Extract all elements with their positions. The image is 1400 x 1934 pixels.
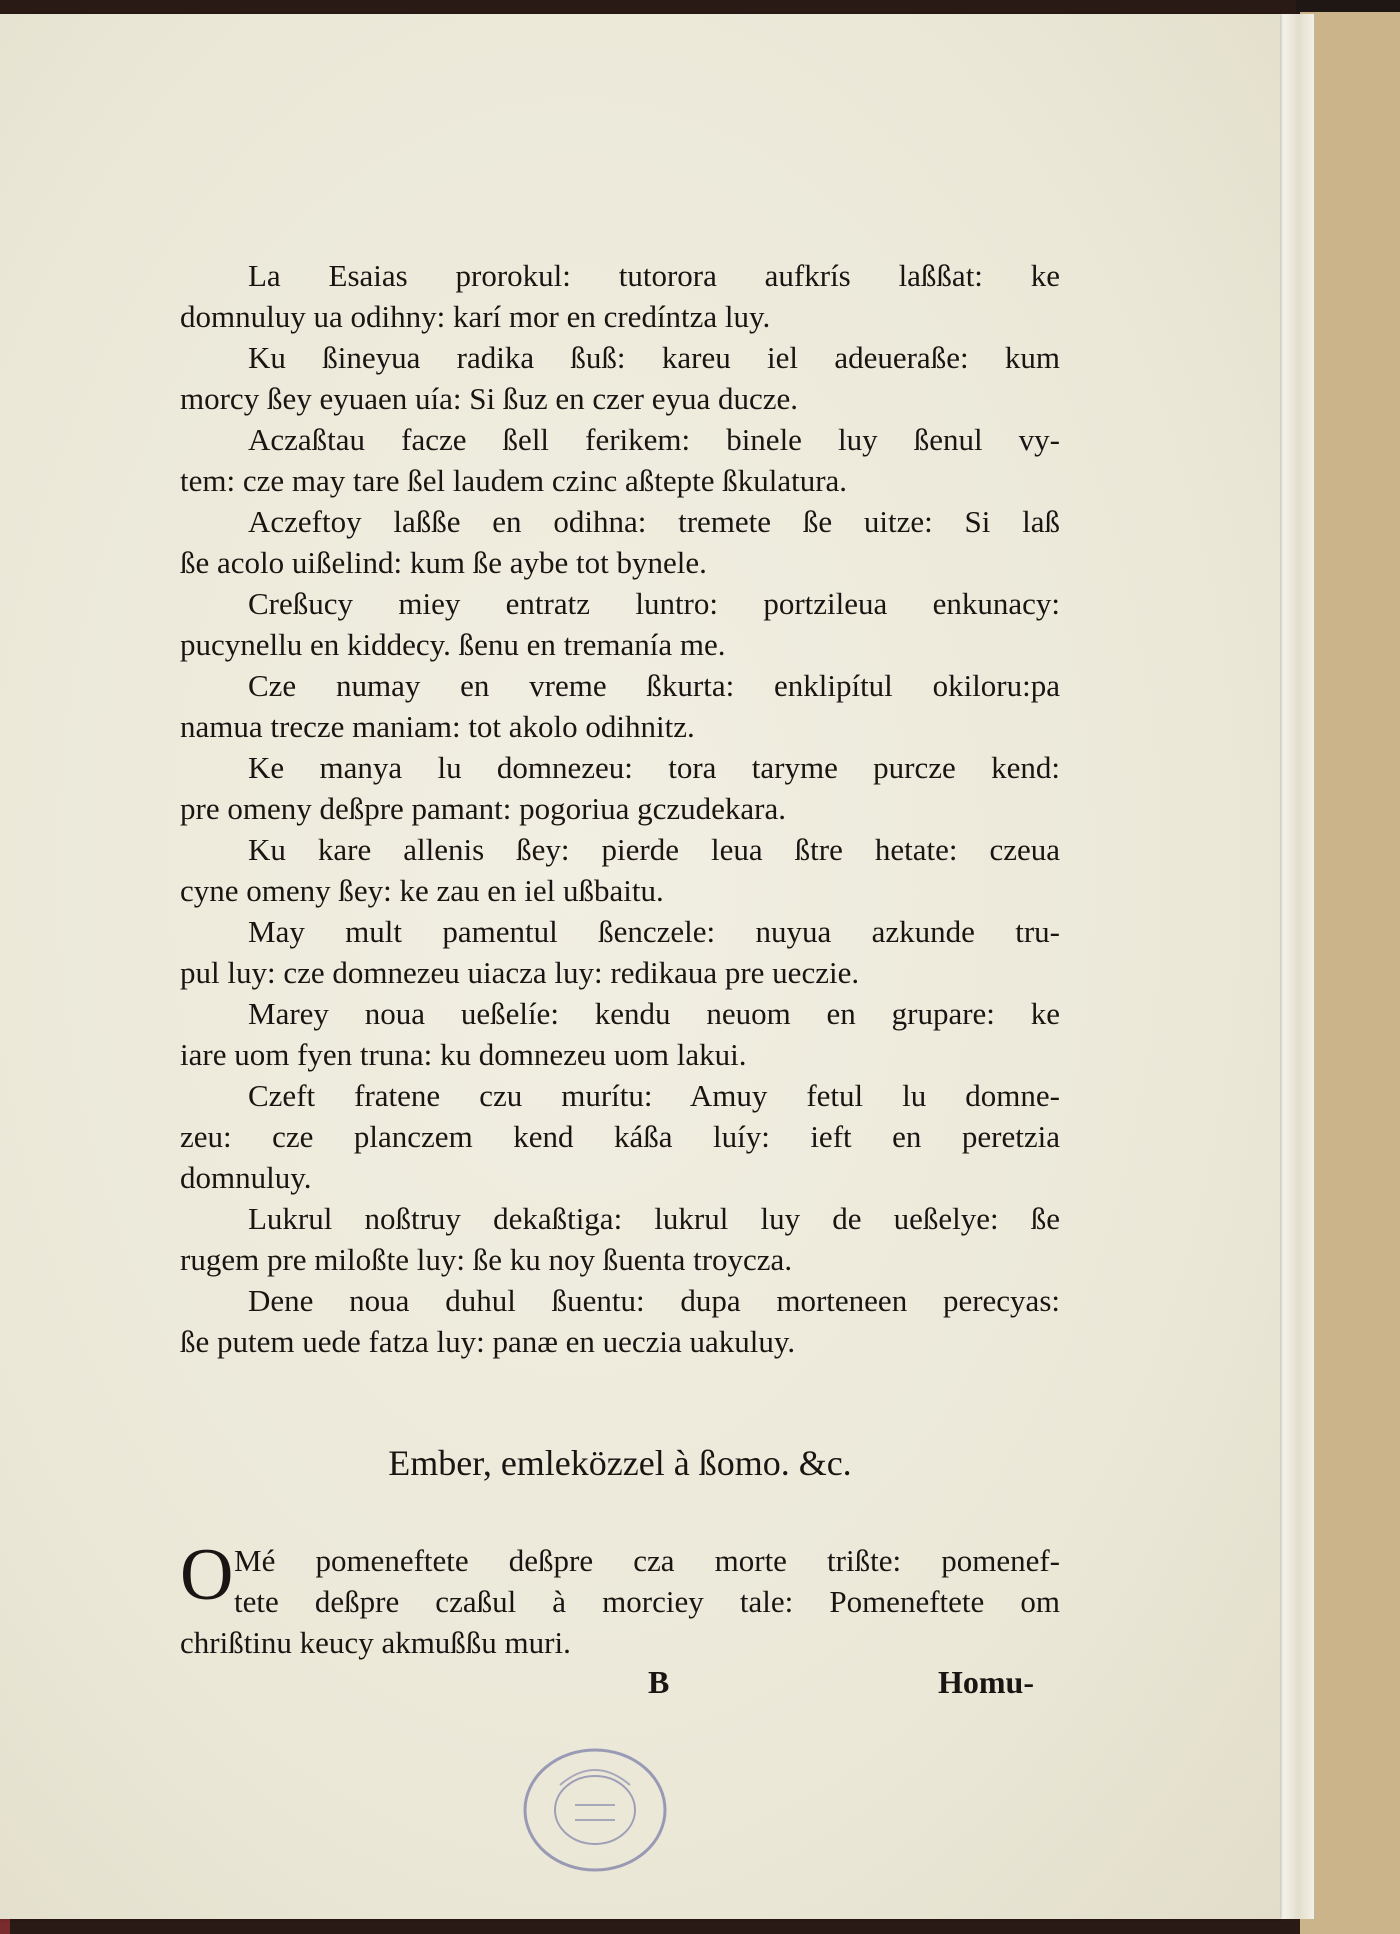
hymn-line: Mé pomeneftete deßpre cza morte trißte: pomenef- xyxy=(234,1543,1060,1578)
stanza xyxy=(180,993,1060,1075)
verse-line: domnuluy. xyxy=(180,1160,312,1195)
verse-line: iare uom fyen truna: ku domnezeu uom lakui. xyxy=(180,1037,747,1072)
hymn-text xyxy=(180,1534,1060,1663)
stanza xyxy=(180,747,1060,829)
verse-line: La Esaias prorokul: tutorora aufkrís laßßat: ke xyxy=(248,258,1060,293)
drop-initial: O xyxy=(180,1534,234,1616)
verse-line: Aczaßtau facze ßell ferikem: binele luy ßenul vy- xyxy=(248,422,1060,457)
stanza xyxy=(180,1075,1060,1198)
verse-line: pul luy: cze domnezeu uiacza luy: redikaua pre ueczie. xyxy=(180,955,860,990)
verse-line: namua trecze maniam: tot akolo odihnitz. xyxy=(180,709,695,744)
catchword: Homu- xyxy=(938,1664,1034,1700)
verse-line: domnuluy ua odihny: karí mor en credíntza luy. xyxy=(180,299,771,334)
stanza xyxy=(180,583,1060,665)
signature-mark: B xyxy=(648,1664,670,1700)
stanza xyxy=(180,337,1060,419)
verse-line: ße acolo uißelind: kum ße aybe tot bynele. xyxy=(180,545,707,580)
verse-line: morcy ßey eyuaen uía: Si ßuz en czer eyua ducze. xyxy=(180,381,798,416)
verse-line: Marey noua ueßelíe: kendu neuom en grupare: ke xyxy=(248,996,1060,1031)
stanza xyxy=(180,829,1060,911)
verse-line: pre omeny deßpre pamant: pogoriua gczudekara. xyxy=(180,791,786,826)
verse-line: tem: cze may tare ßel laudem czinc aßtepte ßkulatura. xyxy=(180,463,848,498)
verse-line: Ku ßineyua radika ßuß: kareu iel adeueraße: kum xyxy=(248,340,1060,375)
library-stamp-icon xyxy=(520,1745,670,1875)
hymn-line: tete deßpre czaßul à morciey tale: Pomeneftete om xyxy=(234,1584,1060,1619)
verse-line: May mult pamentul ßenczele: nuyua azkunde tru- xyxy=(248,914,1060,949)
verse-line: zeu: cze planczem kend káßa luíy: ieft en peretzia xyxy=(180,1119,1060,1154)
verse-text xyxy=(180,255,1060,1362)
verse-line: Ke manya lu domnezeu: tora taryme purcze kend: xyxy=(248,750,1060,785)
stanza xyxy=(180,255,1060,337)
binding-board xyxy=(1300,12,1400,1934)
verse-line: Dene noua duhul ßuentu: dupa morteneen perecyas: xyxy=(248,1283,1060,1318)
verse-line: Cze numay en vreme ßkurta: enklipítul okiloru:pa xyxy=(248,668,1060,703)
verse-line: Ku kare allenis ßey: pierde leua ßtre hetate: czeua xyxy=(248,832,1060,867)
stanza xyxy=(180,665,1060,747)
stanza xyxy=(180,419,1060,501)
verse-line: ße putem uede fatza luy: panæ en ueczia uakuluy. xyxy=(180,1324,796,1359)
stanza xyxy=(180,911,1060,993)
stanza xyxy=(180,1198,1060,1280)
verse-line: cyne omeny ßey: ke zau en iel ußbaitu. xyxy=(180,873,664,908)
verse-line: rugem pre miloßte luy: ße ku noy ßuenta troycza. xyxy=(180,1242,793,1277)
verse-line: Aczeftoy laßße en odihna: tremete ße uitze: Si laß xyxy=(248,504,1060,539)
stanza xyxy=(180,501,1060,583)
hymn-line: chrißtinu keucy akmußßu muri. xyxy=(180,1625,571,1660)
verse-line: Lukrul noßtruy dekaßtiga: lukrul luy de ueßelye: ße xyxy=(248,1201,1060,1236)
verse-line: Czeft fratene czu murítu: Amuy fetul lu domne- xyxy=(248,1078,1060,1113)
stanza xyxy=(180,1280,1060,1362)
verse-line: pucynellu en kiddecy. ßenu en tremanía me. xyxy=(180,627,726,662)
verse-line: Creßucy miey entratz luntro: portzileua enkunacy: xyxy=(248,586,1060,621)
hymn-heading: Ember, emleközzel à ßomo. &c. xyxy=(388,1443,852,1483)
